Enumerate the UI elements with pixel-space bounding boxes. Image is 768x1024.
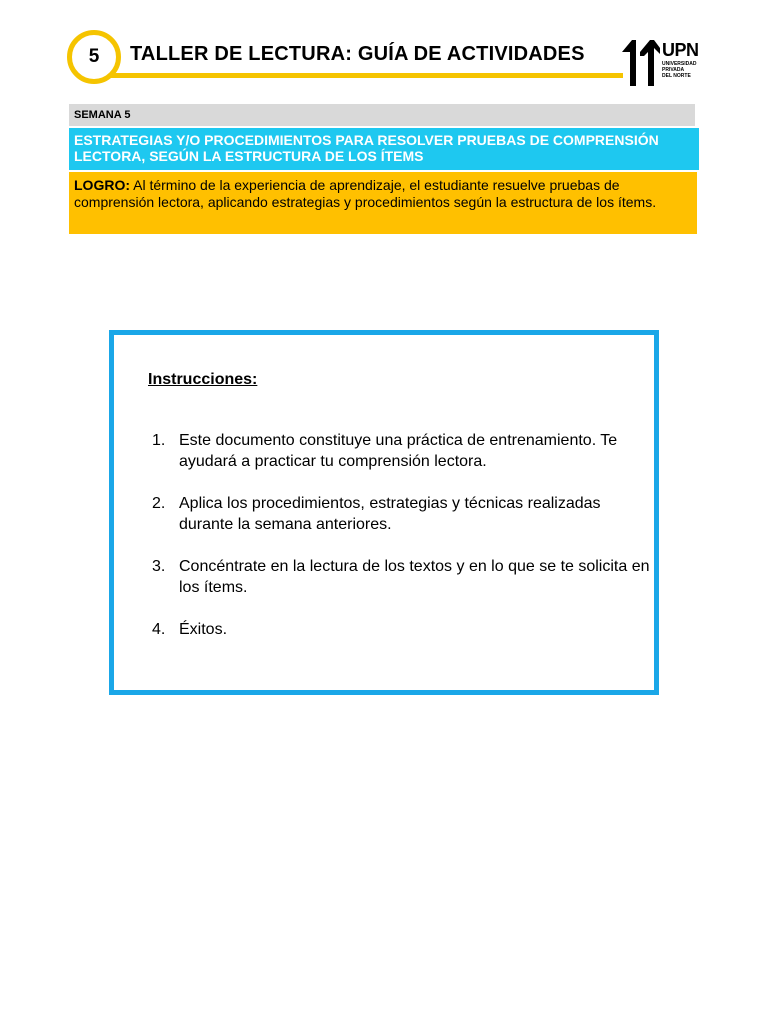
upn-arrows-icon <box>622 40 660 86</box>
learning-goal <box>69 172 697 234</box>
page-title: TALLER DE LECTURA: GUÍA DE ACTIVIDADES <box>130 43 585 65</box>
instructions-title: Instrucciones: <box>148 371 258 388</box>
session-topic: ESTRATEGIAS Y/O PROCEDIMIENTOS PARA RESOLVER PRUEBAS DE COMPRENSIÓN LECTORA, SEGÚN LA ESTRUCTURA DE LOS ÍTEMS <box>69 128 699 170</box>
upn-logo <box>622 40 702 86</box>
logo-wordmark: UPN <box>662 40 699 60</box>
week-label: SEMANA 5 <box>69 104 695 126</box>
learning-goal-text: Al término de la experiencia de aprendizaje, el estudiante resuelve pruebas de comprensión lectora, aplicando estrategias y procedimientos según la estructura de los ítems. <box>74 177 657 210</box>
header-underline <box>105 73 623 78</box>
list-item: 1. Este documento constituye una práctica de entrenamiento. Te ayudará a practicar tu comprensión lectora. <box>152 432 618 470</box>
list-item: 2. Aplica los procedimientos, estrategias y técnicas realizadas durante la semana anteriores. <box>152 495 601 533</box>
instructions-list <box>152 430 657 661</box>
list-item: 4. Éxitos. <box>152 621 228 638</box>
learning-goal-label: LOGRO: <box>74 177 130 193</box>
week-number-badge <box>67 30 121 84</box>
instructions-box <box>109 330 659 695</box>
week-number: 5 <box>88 46 100 67</box>
list-item: 3. Concéntrate en la lectura de los textos y en lo que se te solicita en los ítems. <box>152 558 650 596</box>
logo-subtitle: UNIVERSIDAD PRIVADA DEL NORTE <box>662 61 697 79</box>
